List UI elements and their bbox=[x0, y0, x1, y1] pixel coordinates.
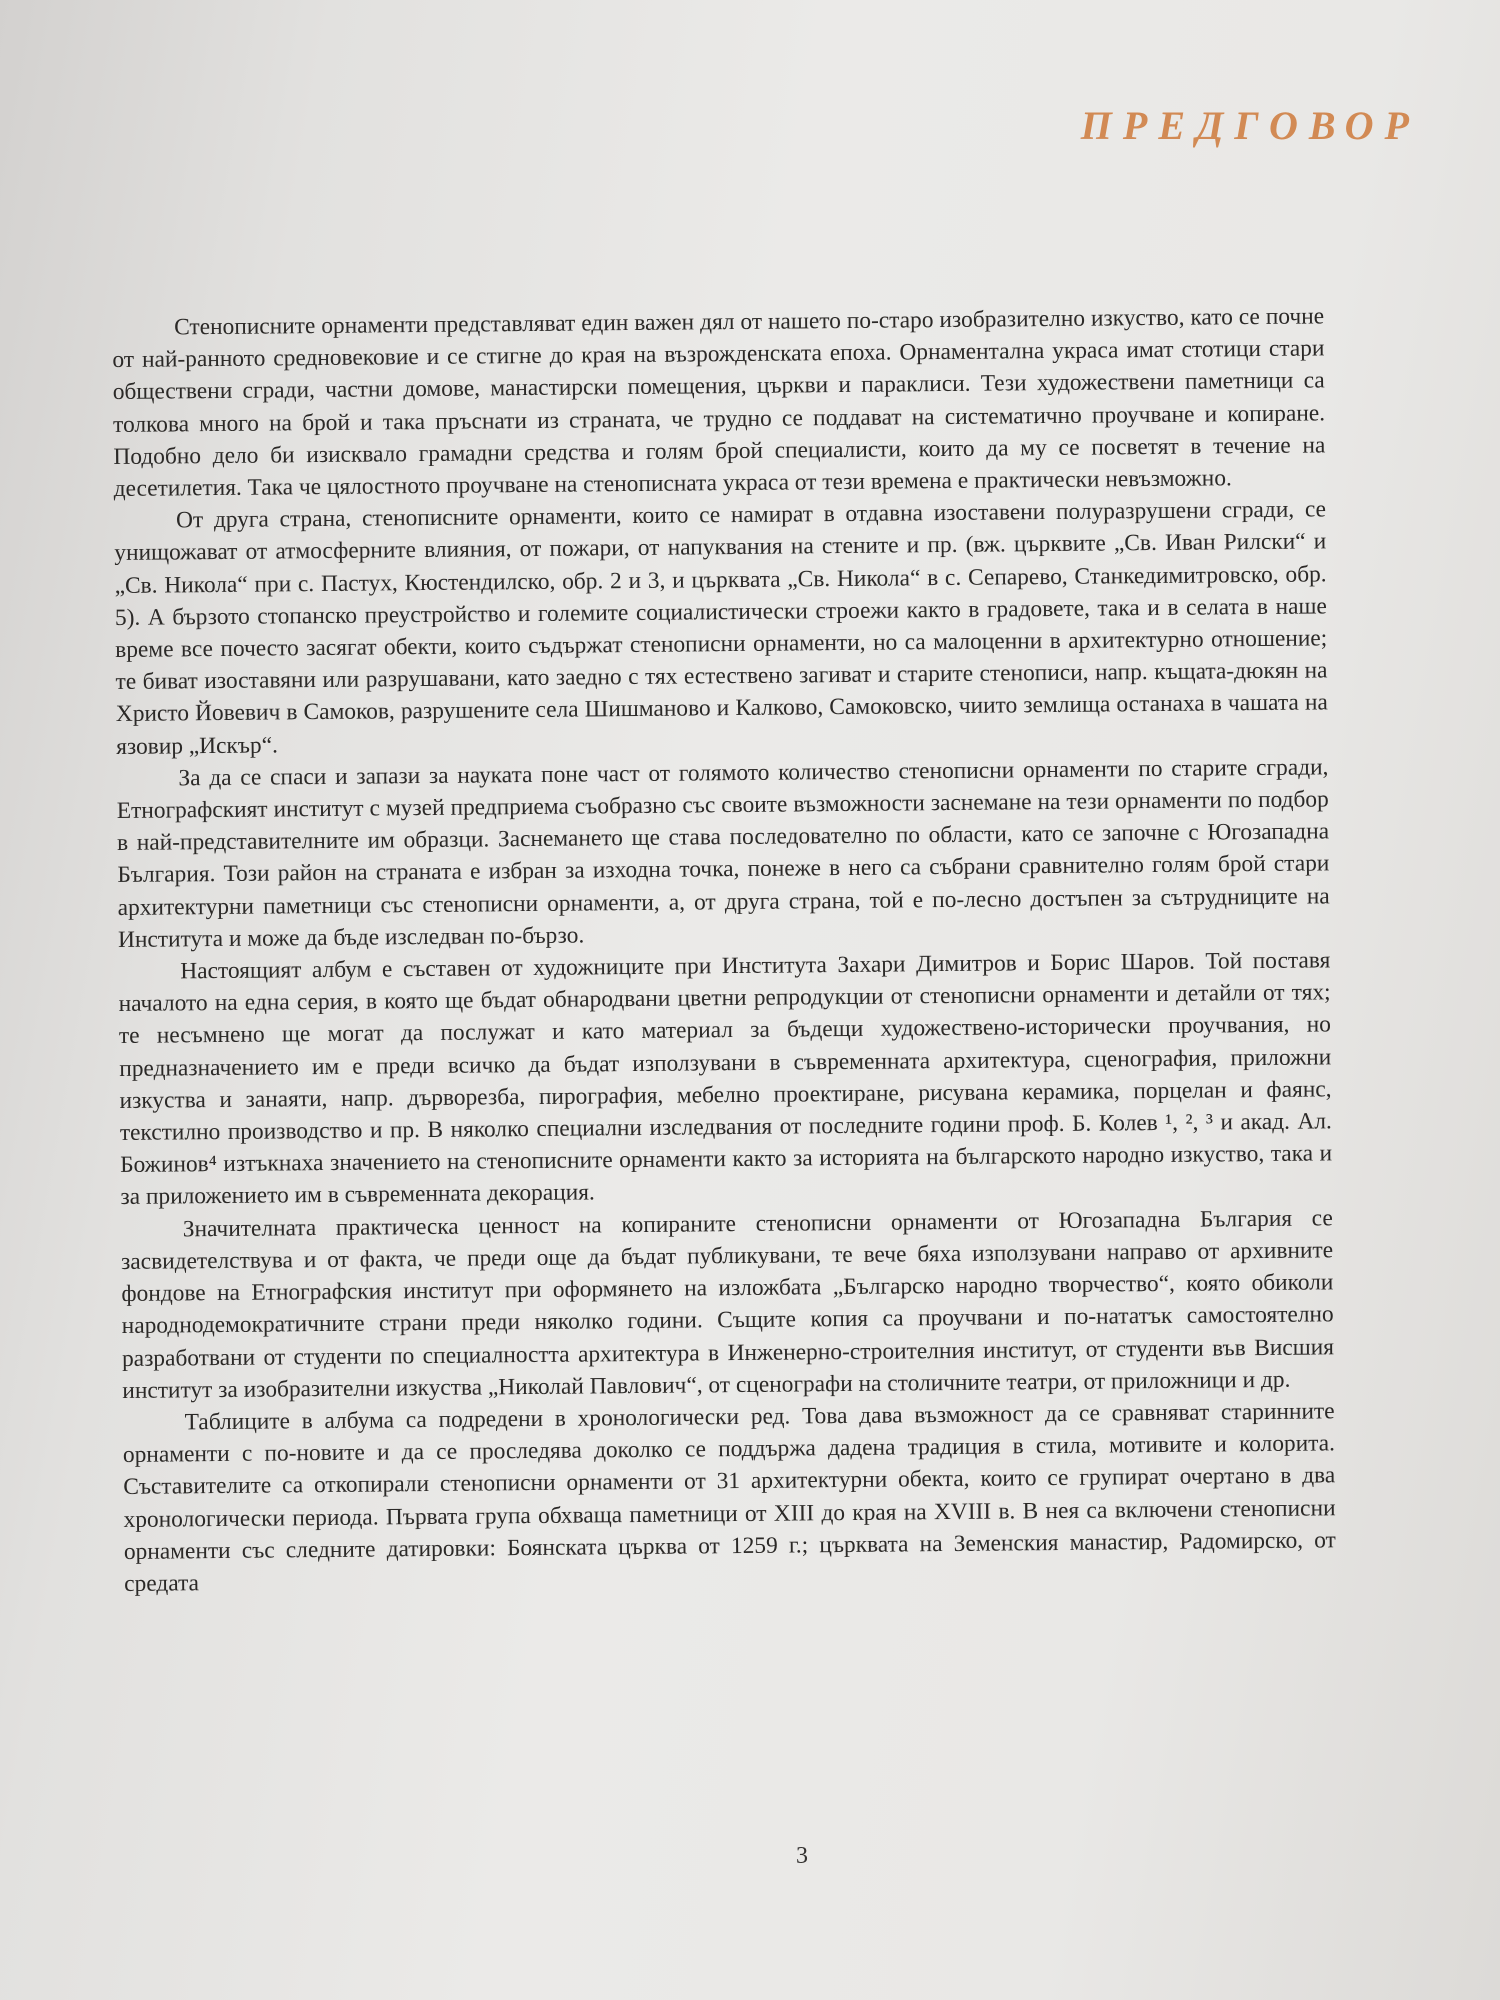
body-text bbox=[112, 300, 1336, 1600]
page-title: ПРЕДГОВОР bbox=[1080, 103, 1420, 148]
paragraph-1: Стенописните орнаменти представляват един важен дял от нашето по-старо изобразително изкуство, като се почне от най-ранното средновековие и се стигне до края на възрожденската епоха. Орнаментална украса имат стотици стари обществени сгради, частни домове, манастирски помещения, църкви и параклиси. Тези художествени паметници са толкова много на брой и така пръснати из страната, че трудно се поддават на систематично проучване и копиране. Подобно дело би изисквало грамадни средства и голям брой специалисти, които да му се посветят в течение на десетилетия. Така че цялостното проучване на стенописната украса от тези времена е практически невъзможно. bbox=[112, 303, 1326, 503]
paragraph-2: От друга страна, стенописните орнаменти, които се намират в отдавна изоставени полуразрушени сгради, се унищожават от атмосферните влияния, от пожари, от напуквания на стените и пр. (вж. църквите „Св. Иван Рилски“ и „Св. Никола“ при с. Пастух, Кюстендилско, обр. 2 и 3, и църквата „Св. Никола“ в с. Сепарево, Станкедимитровско, обр. 5). А бързото стопанско преустройство и големите социалистически строежи както в градовете, така и в селата в наше време все почесто засягат обекти, които съдържат стенописни орнаменти, но са малоценни в архитектурно отношение; те биват изоставяни или разрушавани, като заедно с тях естествено загиват и старите стенописи, напр. къщата-дюкян на Христо Йовевич в Самоков, разрушените села Шишманово и Калково, Самоковско, чиито землища останаха в чашата на язовир „Искър“. bbox=[114, 496, 1328, 760]
paragraph-3: За да се спаси и запази за науката поне част от голямото количество стенописни орнаменти по старите сгради, Етнографският институт с музей предприема съобразно със своите възможности заснемане на тези орнаменти по подбор в най-представителните им образци. Заснемането ще става последователно по области, като се започне с Югозападна България. Този район на страната е избран за изходна точка, понеже в него са събрани сравнително голям брой стари архитектурни паметници със стенописни орнаменти, а, от друга страна, той е по-лесно достъпен за сътрудниците на Института и може да бъде изследван по-бързо. bbox=[116, 754, 1330, 953]
page-number: 3 bbox=[796, 1843, 808, 1869]
paragraph-6: Таблиците в албума са подредени в хронологически ред. Това дава възможност да се сравняват старинните орнаменти с по-новите и да се проследява доколко се поддържа дадена традиция в стила, мотивите и колорита. Съставителите са откопирали стенописни орнаменти от 31 архитектурни обекта, които се групират очертано в два хронологически периода. Първата група обхваща паметници от XIII до края на XVIII в. В нея са включени стенописни орнаменти със следните датировки: Боянската църква от 1259 г.; църквата на Земенския манастир, Радомирско, от средата bbox=[122, 1398, 1336, 1597]
paragraph-4: Настоящият албум е съставен от художниците при Института Захари Димитров и Борис Шаров. Той поставя началото на една серия, в която ще бъдат обнародвани цветни репродукции от стенописни орнаменти и детайли от тях; те несъмнено ще могат да послужат и като материал за бъдещи художествено-исторически проучвания, но предназначението им е преди всичко да бъдат използувани в съвременната архитектура, сценография, приложни изкуства и занаяти, напр. дърворезба, пирография, мебелно проектиране, рисувана керамика, порцелан и фаянс, текстилно производство и пр. В няколко специални изследвания от последните години проф. Б. Колев ¹, ², ³ и акад. Ал. Божинов⁴ изтъкнаха значението на стенописните орнаменти както за историята на българското народно изкуство, така и за приложението им в съвременната декорация. bbox=[118, 947, 1333, 1211]
paragraph-5: Значителната практическа ценност на копираните стенописни орнаменти от Югозападна България се засвидетелствува и от факта, че преди още да бъдат публикувани, те вече бяха използувани направо от архивните фондове на Етнографския институт при оформянето на изложбата „Българско народно творчество“, която обиколи народнодемократичните страни преди няколко години. Същите копия са проучвани и по-нататък самостоятелно разработвани от студенти по специалността архитектура в Инженерно-строителния институт, от студенти във Висшия институт за изобразителни изкуства „Николай Павлович“, от сценографи на столичните театри, от приложници и др. bbox=[120, 1205, 1335, 1404]
